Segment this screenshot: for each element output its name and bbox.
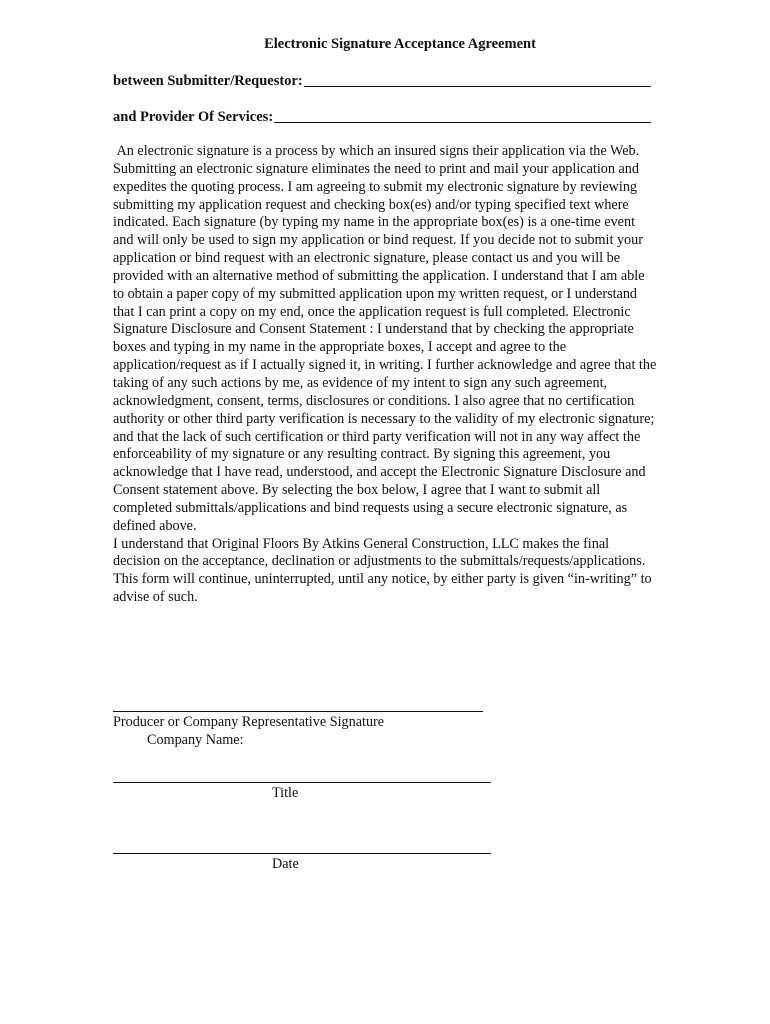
agreement-paragraph-1: An electronic signature is a process by which an insured signs their application via the Web. Submitting an electronic signature eliminates the need to print and mail your application and expedites the quoting process. I am agreeing to submit my electronic signature by reviewing submitting my application request and checking box(es) and/or typing specified text where indicated. Each signature (by typing my name in the appropriate box(es) is a one-time event and will only be used to sign my application or bind request. If you decide not to submit your application or bind request with an electronic signature, please contact us and you will be provided with an alternative method of submitting the application. I understand that I am able to obtain a paper copy of my submitted application upon my written request, or I understand that I can print a copy on my end, once the application request is full completed. Electronic Signature Disclosure and Consent Statement : I understand that by checking the appropriate boxes and typing in my name in the appropriate boxes, I accept and agree to the application/request as if I actually signed it, in writing. I further acknowledge and agree that the taking of any such actions by me, as evidence of my intent to sign any such agreement, acknowledgment, consent, terms, disclosures or conditions. I also agree that no certification authority or other third party verification is necessary to the validity of my electronic signature; and that the lack of such certification or third party verification will not in any way affect the enforceability of my signature or any resulting contract. By signing this agreement, you acknowledge that I have read, understood, and accept the Electronic Signature Disclosure and Consent statement above. By selecting the box below, I agree that I want to submit all completed submittals/applications and bind requests using a secure electronic signature, as defined above. [113, 143, 660, 534]
document-title: Electronic Signature Acceptance Agreement [264, 36, 536, 52]
agreement-paragraph-2: I understand that Original Floors By Atkins General Construction, LLC makes the final decision on the acceptance, declination or adjustments to the submittals/requests/applications. [113, 535, 646, 570]
signature-label: Producer or Company Representative Signature [113, 714, 385, 730]
submitter-field [113, 72, 651, 90]
signature-line[interactable] [113, 711, 483, 712]
submitter-label: between Submitter/Requestor: [113, 73, 303, 89]
provider-blank-line[interactable] [274, 108, 651, 123]
provider-field [113, 108, 651, 126]
title-line[interactable] [113, 782, 491, 783]
provider-label: and Provider Of Services: [113, 109, 274, 125]
title-label: Title [272, 785, 299, 801]
submitter-blank-line[interactable] [304, 72, 651, 87]
date-label: Date [272, 856, 299, 872]
company-name-label: Company Name: [147, 732, 244, 748]
agreement-paragraph-3: This form will continue, uninterrupted, until any notice, by either party is given “in-writing” to advise of such. [113, 571, 652, 606]
agreement-body [113, 143, 658, 607]
date-line[interactable] [113, 853, 491, 854]
